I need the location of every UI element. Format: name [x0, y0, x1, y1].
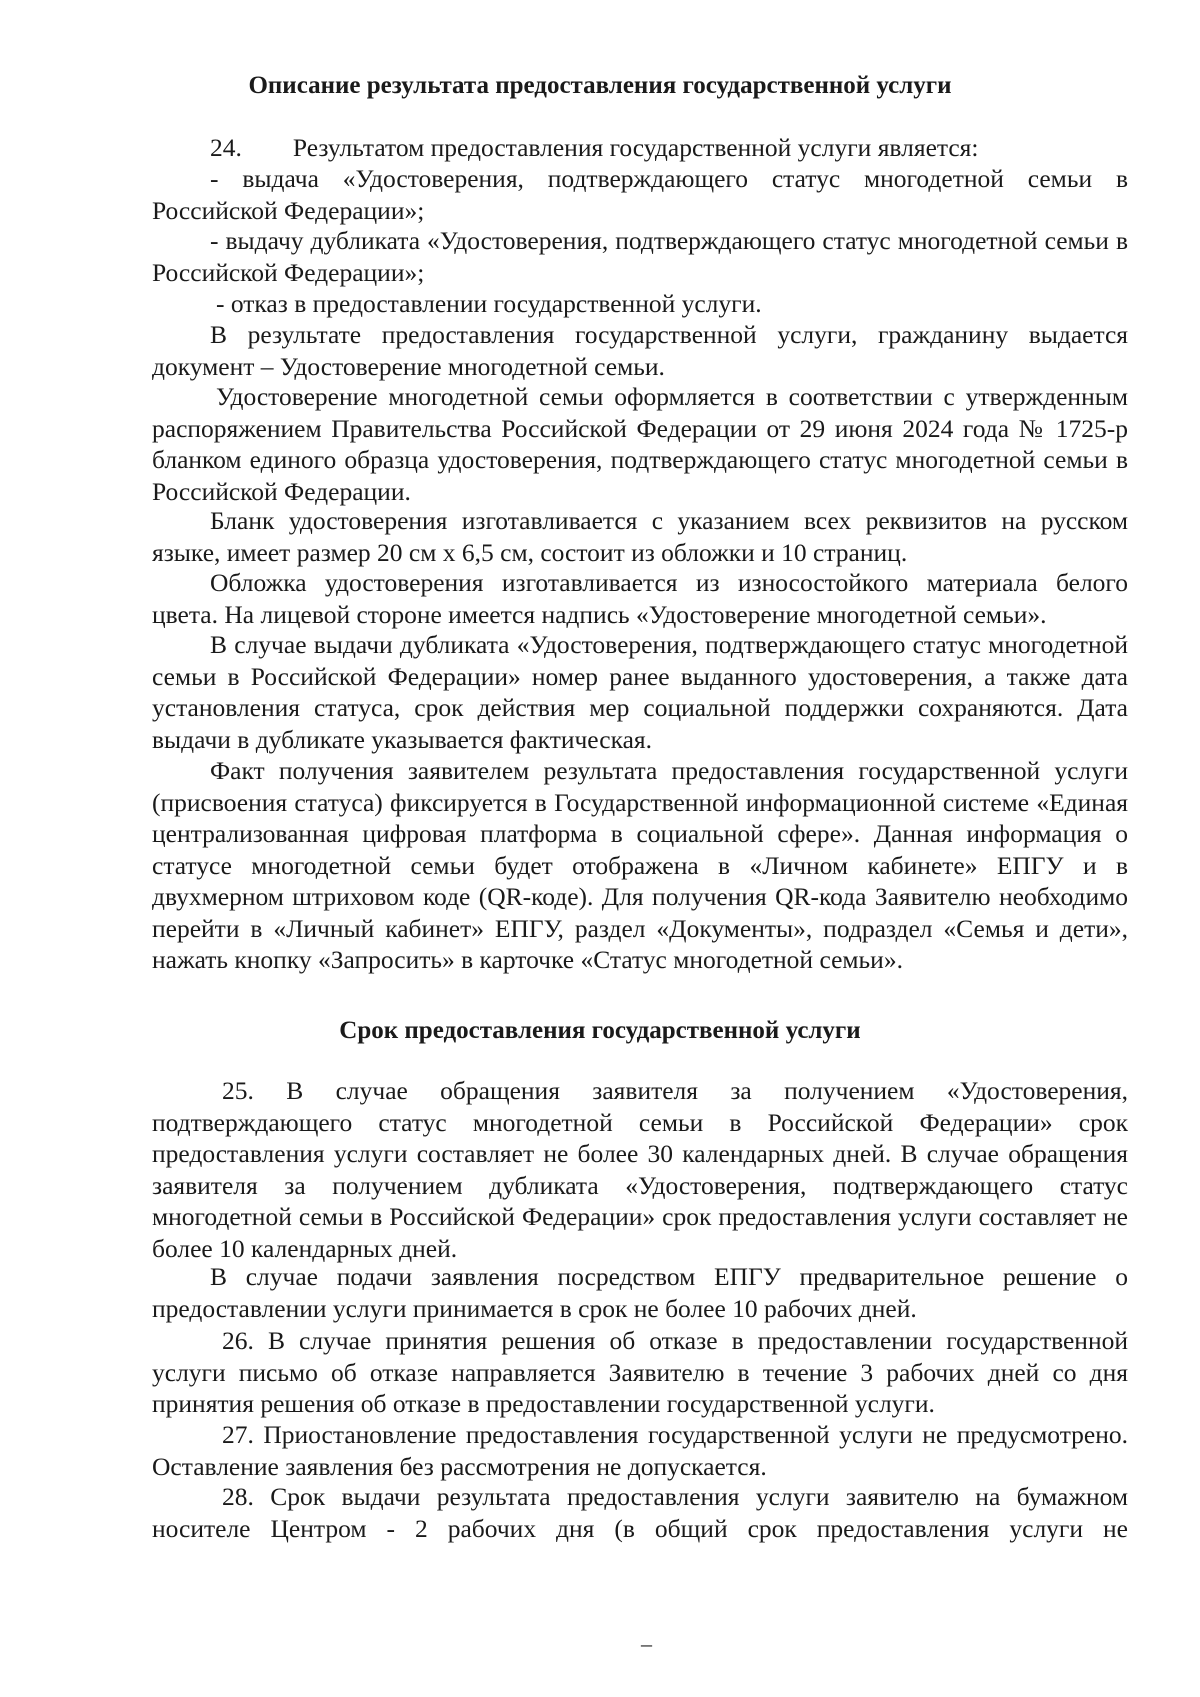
paragraph-25: 25. В случае обращения заявителя за получением «Удостоверения, подтверждающего статус многодетной семьи в Российской Федерации» срок предоставления услуги составляет не более 30 календарных дней. В случае обращения заявителя за получением дубликата «Удостоверения, подтверждающего статус многодетной семьи в Российской Федерации» срок предоставления услуги составляет не более 10 календарных дней. [152, 1076, 1128, 1263]
page-bottom-mark: – [641, 1631, 652, 1656]
section-title-term: Срок предоставления государственной услуги [339, 1017, 861, 1044]
paragraph-27: 27. Приостановление предоставления государственной услуги не предусмотрено. Оставление заявления без рассмотрения не допускается. [152, 1420, 1128, 1481]
paragraph-certificate-form: Удостоверение многодетной семьи оформляется в соответствии с утвержденным распоряжением Правительства Российской Федерации от 29 июня 2024 года № 1725-р бланком единого образца удостоверения, подтверждающего статус многодетной семьи в Российской Федерации. [152, 382, 1128, 506]
paragraph-24-item-3: - отказ в предоставлении государственной услуги. [216, 289, 762, 318]
paragraph-24-item-1: - выдача «Удостоверения, подтверждающего статус многодетной семьи в Российской Федерации»; [152, 164, 1128, 225]
paragraph-28: 28. Срок выдачи результата предоставления услуги заявителю на бумажном носителе Центром - 2 рабочих дня (в общий срок предоставления услуги не [152, 1482, 1128, 1543]
section-title-result: Описание результата предоставления государственной услуги [248, 72, 952, 99]
paragraph-blank: Бланк удостоверения изготавливается с указанием всех реквизитов на русском языке, имеет размер 20 см х 6,5 см, состоит из обложки и 10 страниц. [152, 506, 1128, 567]
paragraph-26: 26. В случае принятия решения об отказе в предоставлении государственной услуги письмо об отказе направляется Заявителю в течение 3 рабочих дней со дня принятия решения об отказе в предоставлении государственной услуги. [152, 1326, 1128, 1418]
paragraph-cover: Обложка удостоверения изготавливается из износостойкого материала белого цвета. На лицевой стороне имеется надпись «Удостоверение многодетной семьи». [152, 568, 1128, 629]
paragraph-duplicate: В случае выдачи дубликата «Удостоверения, подтверждающего статус многодетной семьи в Российской Федерации» номер ранее выданного удостоверения, а также дата установления статуса, срок действия мер социальной поддержки сохраняются. Дата выдачи в дубликате указывается фактическая. [152, 630, 1128, 754]
paragraph-25-epgu: В случае подачи заявления посредством ЕПГУ предварительное решение о предоставлении услуги принимается в срок не более 10 рабочих дней. [152, 1262, 1128, 1323]
paragraph-result-document: В результате предоставления государственной услуги, гражданину выдается документ – Удостоверение многодетной семьи. [152, 320, 1128, 381]
paragraph-receipt-fact: Факт получения заявителем результата предоставления государственной услуги (присвоения статуса) фиксируется в Государственной информационной системе «Единая централизованная цифровая платформа в социальной сфере». Данная информация о статусе многодетной семьи будет отображена в «Личном кабинете» ЕПГУ и в двухмерном штриховом коде (QR-коде). Для получения QR-кода Заявителю необходимо перейти в «Личный кабинет» ЕПГУ, раздел «Документы», подраздел «Семья и дети», нажать кнопку «Запросить» в карточке «Статус многодетной семьи». [152, 756, 1128, 974]
paragraph-24-lead: 24. Результатом предоставления государственной услуги является: [210, 133, 979, 162]
paragraph-24-item-2: - выдачу дубликата «Удостоверения, подтверждающего статус многодетной семьи в Российской Федерации»; [152, 226, 1128, 287]
